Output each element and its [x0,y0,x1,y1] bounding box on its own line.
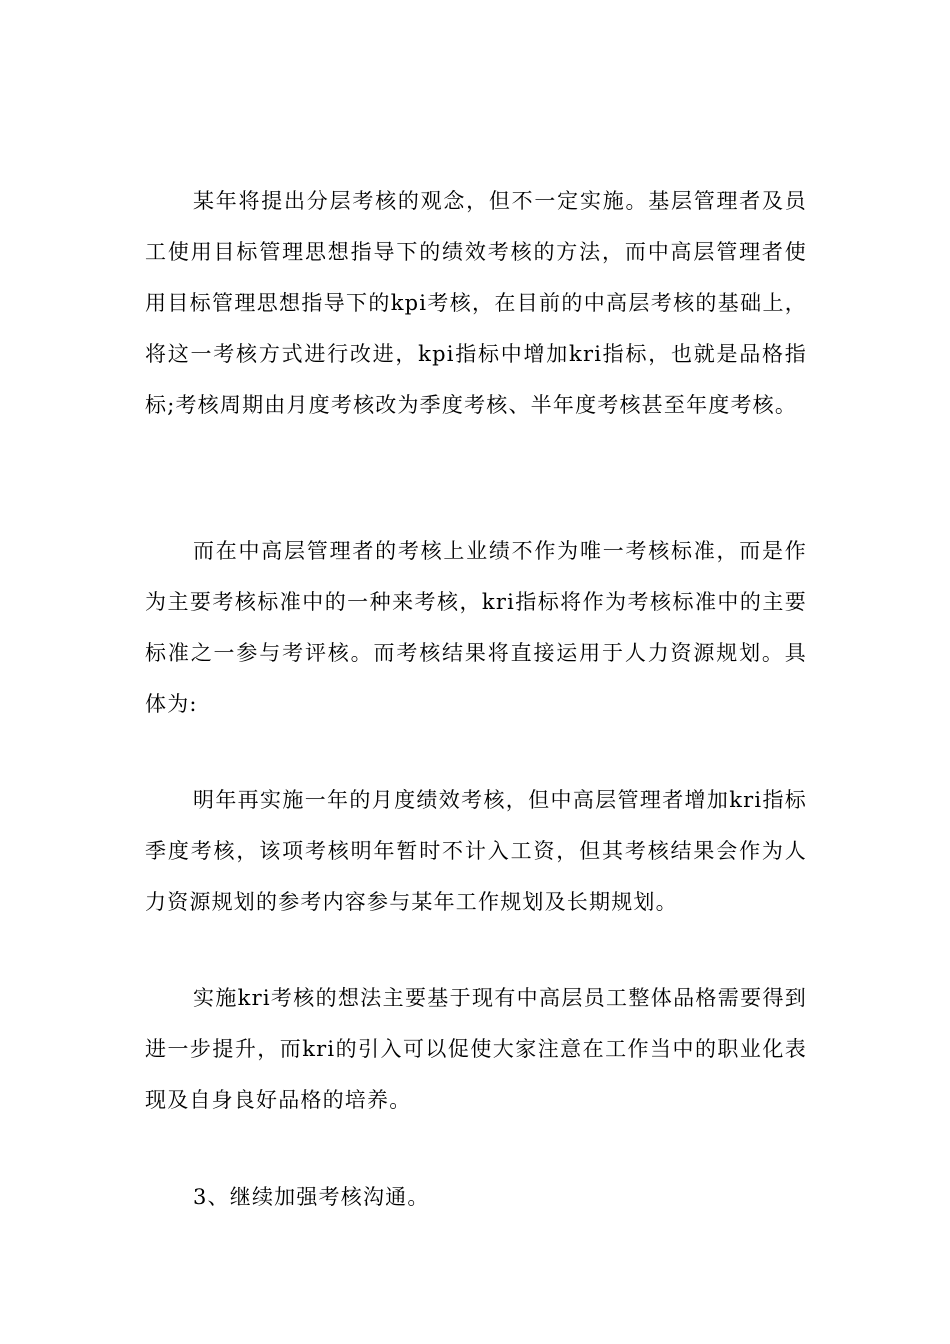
section-heading: 3、继续加强考核沟通。 [193,1185,430,1209]
paragraph: 某年将提出分层考核的观念，但不一定实施。基层管理者及员工使用目标管理思想指导下的绩效考核的方法，而中高层管理者使用目标管理思想指导下的kpi考核，在目前的中高层考核的基础上，将这一考核方式进行改进，kpi指标中增加kri指标，也就是品格指标;考核周期由月度考核改为季度考核、半年度考核甚至年度考核。 [145,189,807,417]
paragraph: 而在中高层管理者的考核上业绩不作为唯一考核标准，而是作为主要考核标准中的一种来考核，kri指标将作为考核标准中的主要标准之一参与考评核。而考核结果将直接运用于人力资源规划。具体为: [145,539,807,716]
paragraph: 明年再实施一年的月度绩效考核，但中高层管理者增加kri指标季度考核，该项考核明年暂时不计入工资，但其考核结果会作为人力资源规划的参考内容参与某年工作规划及长期规划。 [145,788,807,914]
paragraph: 实施kri考核的想法主要基于现有中高层员工整体品格需要得到进一步提升，而kri的引入可以促使大家注意在工作当中的职业化表现及自身良好品格的培养。 [145,986,807,1112]
